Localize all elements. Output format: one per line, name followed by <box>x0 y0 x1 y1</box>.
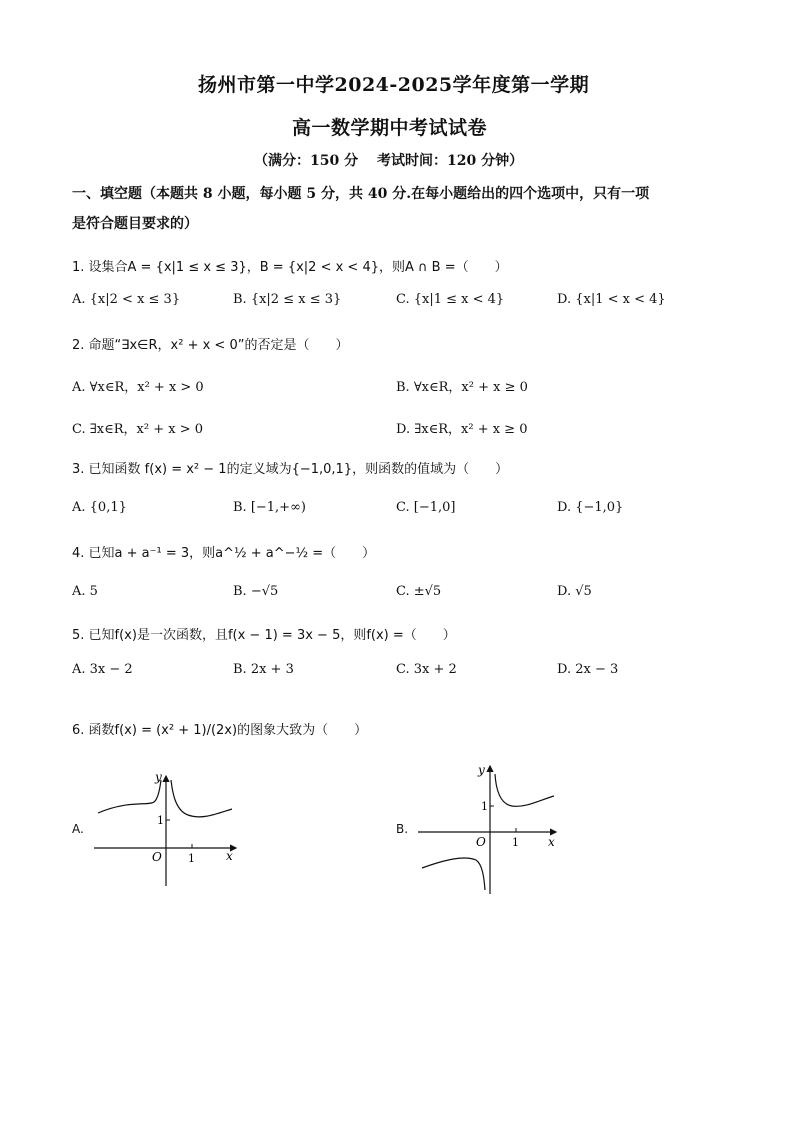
question-2-option-d: D. ∃x∈R，x² + x ≥ 0 <box>396 422 528 437</box>
question-1-option-a: A. {x|2 < x ≤ 3} <box>72 292 181 307</box>
graph-a-curve-left <box>98 780 161 813</box>
graph-b-x-label: x <box>548 835 555 849</box>
question-2-stem: 2. 命题“∃x∈R，x² + x < 0”的否定是（ ） <box>72 338 349 353</box>
question-2-option-a: A. ∀x∈R，x² + x > 0 <box>72 380 204 395</box>
question-2-option-b: B. ∀x∈R，x² + x ≥ 0 <box>396 380 528 395</box>
question-1-option-d: D. {x|1 < x < 4} <box>557 292 666 307</box>
graph-a-origin-label: O <box>152 850 162 864</box>
question-2-option-c: C. ∃x∈R，x² + x > 0 <box>72 422 204 437</box>
question-4-stem: 4. 已知a + a⁻¹ = 3，则a^½ + a^−½ =（ ） <box>72 546 376 561</box>
graph-b-x-one: 1 <box>512 836 519 849</box>
graph-b-y-one: 1 <box>481 800 488 813</box>
question-1-option-c: C. {x|1 ≤ x < 4} <box>396 292 505 307</box>
question-5-option-d: D. 2x − 3 <box>557 662 619 677</box>
question-3-option-a: A. {0,1} <box>72 500 127 515</box>
question-3-option-c: C. [−1,0] <box>396 500 456 515</box>
graph-a-x-label: x <box>226 849 233 863</box>
question-6-option-b-label: B. <box>396 822 409 836</box>
question-5-option-c: C. 3x + 2 <box>396 662 457 677</box>
question-3-stem: 3. 已知函数 f(x) = x² − 1的定义域为{−1,0,1}，则函数的值域为（ ） <box>72 462 509 477</box>
score-info: （满分：150 分 考试时间：120 分钟） <box>254 153 524 169</box>
graph-a <box>88 768 248 893</box>
question-3-option-d: D. {−1,0} <box>557 500 624 515</box>
question-4-option-a: A. 5 <box>72 584 98 599</box>
question-1-option-b: B. {x|2 ≤ x ≤ 3} <box>233 292 342 307</box>
question-4-option-c: C. ±√5 <box>396 584 442 599</box>
section-heading-line1: 一、填空题（本题共 8 小题，每小题 5 分，共 40 分.在每小题给出的四个选项中，只有一项 <box>72 186 650 202</box>
question-4-option-d: D. √5 <box>557 584 592 599</box>
exam-subtitle: 高一数学期中考试试卷 <box>292 117 488 139</box>
graph-a-x-one: 1 <box>188 852 195 865</box>
graph-b-curve-left <box>422 858 485 890</box>
question-3-option-b: B. [−1,+∞) <box>233 500 306 515</box>
question-6-option-a-label: A. <box>72 822 84 836</box>
graph-b <box>414 760 564 900</box>
section-heading-line2: 是符合题目要求的） <box>72 216 198 232</box>
question-5-option-a: A. 3x − 2 <box>72 662 133 677</box>
question-4-option-b: B. −√5 <box>233 584 279 599</box>
graph-a-y-one: 1 <box>157 814 164 827</box>
question-1-stem: 1. 设集合A = {x|1 ≤ x ≤ 3}，B = {x|2 < x < 4}，则A ∩ B =（ ） <box>72 260 508 275</box>
graph-a-curve-right <box>171 780 232 817</box>
question-5-stem: 5. 已知f(x)是一次函数，且f(x − 1) = 3x − 5，则f(x) =（ ） <box>72 628 456 643</box>
graph-a-y-label: y <box>155 770 162 784</box>
question-5-option-b: B. 2x + 3 <box>233 662 294 677</box>
exam-title: 扬州市第一中学2024-2025学年度第一学期 <box>198 74 590 96</box>
graph-b-origin-label: O <box>476 835 486 849</box>
graph-b-y-label: y <box>478 763 485 777</box>
question-6-stem: 6. 函数f(x) = (x² + 1)/(2x)的图象大致为（ ） <box>72 723 368 738</box>
graph-b-curve-right <box>495 774 554 806</box>
